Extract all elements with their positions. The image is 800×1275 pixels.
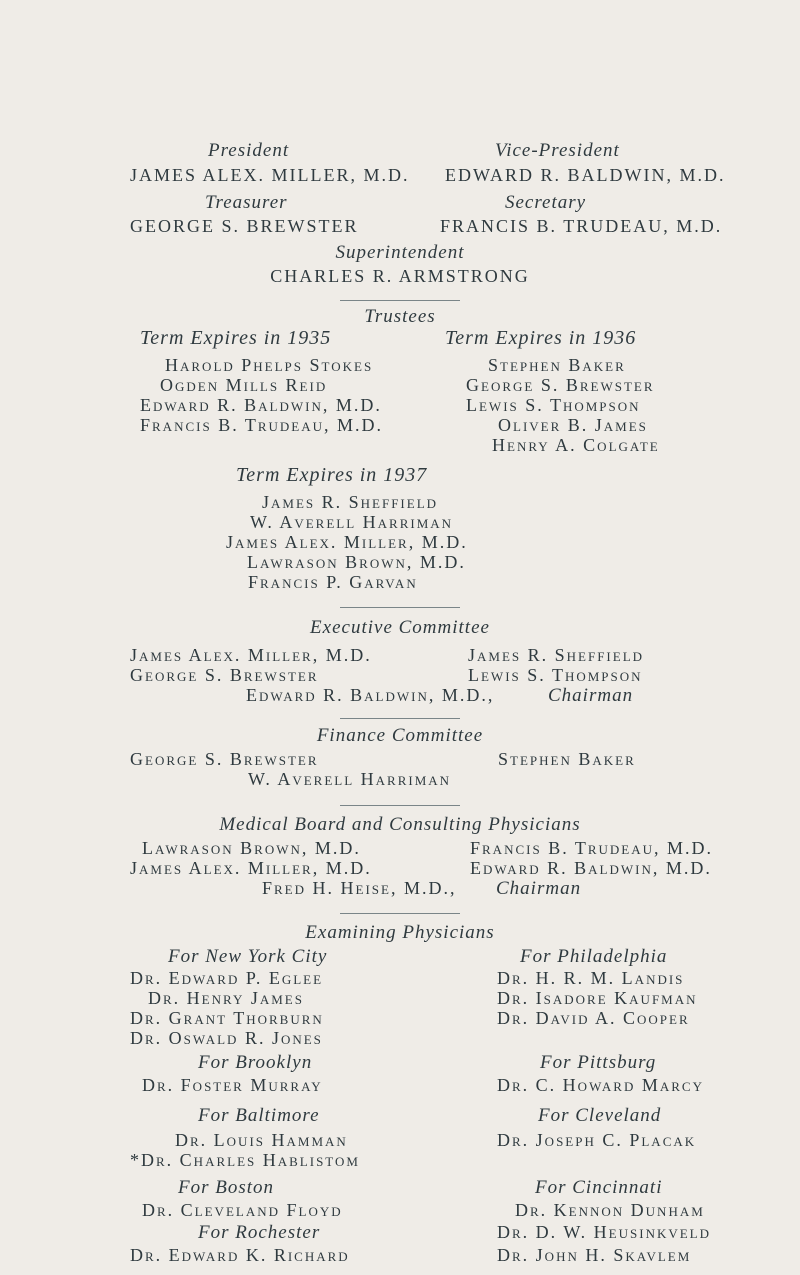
president-name: JAMES ALEX. MILLER, M.D. — [130, 165, 410, 185]
new-york-4: Dr. Oswald R. Jones — [130, 1028, 323, 1048]
divider — [340, 607, 460, 608]
trustee-1935-2: Ogden Mills Reid — [160, 375, 328, 395]
cleveland-heading: For Cleveland — [538, 1105, 662, 1126]
secretary-name: FRANCIS B. TRUDEAU, M.D. — [440, 216, 723, 236]
finance-heading: Finance Committee — [316, 725, 484, 746]
executive-right-1: James R. Sheffield — [468, 645, 645, 665]
superintendent-title: Superintendent — [335, 242, 465, 263]
medical-chair-name: Fred H. Heise, M.D., — [262, 878, 457, 898]
new-york-2: Dr. Henry James — [148, 988, 304, 1008]
vice-president-title: Vice-President — [495, 140, 620, 161]
pittsburg-heading: For Pittsburg — [540, 1052, 657, 1073]
trustees-heading: Trustees — [364, 306, 436, 327]
brooklyn-heading: For Brooklyn — [198, 1052, 313, 1073]
vice-president-name: EDWARD R. BALDWIN, M.D. — [445, 165, 726, 185]
new-york-heading: For New York City — [168, 946, 328, 967]
finance-left: George S. Brewster — [130, 749, 319, 769]
executive-left-2: George S. Brewster — [130, 665, 319, 685]
trustee-1937-1: James R. Sheffield — [262, 492, 439, 512]
president-title: President — [208, 140, 290, 161]
term-1937-heading: Term Expires in 1937 — [236, 464, 428, 486]
trustee-1935-4: Francis B. Trudeau, M.D. — [140, 415, 384, 435]
philadelphia-3: Dr. David A. Cooper — [497, 1008, 690, 1028]
finance-right: Stephen Baker — [498, 749, 636, 769]
executive-left-1: James Alex. Miller, M.D. — [130, 645, 372, 665]
philadelphia-1: Dr. H. R. M. Landis — [497, 968, 685, 988]
trustee-1936-2: George S. Brewster — [466, 375, 655, 395]
new-york-1: Dr. Edward P. Eglee — [130, 968, 324, 988]
pittsburg-1: Dr. C. Howard Marcy — [497, 1075, 704, 1095]
trustee-1936-4: Oliver B. James — [498, 415, 648, 435]
trustee-1936-5: Henry A. Colgate — [492, 435, 660, 455]
baltimore-2: *Dr. Charles Hablistom — [130, 1150, 360, 1170]
boston-heading: For Boston — [178, 1177, 275, 1198]
term-1935-heading: Term Expires in 1935 — [140, 327, 332, 349]
medical-heading: Medical Board and Consulting Physicians — [219, 814, 581, 835]
boston-1: Dr. Cleveland Floyd — [142, 1200, 343, 1220]
executive-chair-role: Chairman — [548, 685, 634, 706]
finance-center: W. Averell Harriman — [248, 769, 452, 789]
divider — [340, 300, 460, 301]
trustee-1937-3: James Alex. Miller, M.D. — [226, 532, 468, 552]
medical-left-1: Lawrason Brown, M.D. — [142, 838, 361, 858]
cincinnati-heading: For Cincinnati — [535, 1177, 663, 1198]
trustee-1937-4: Lawrason Brown, M.D. — [247, 552, 466, 572]
executive-chair-name: Edward R. Baldwin, M.D., — [246, 685, 495, 705]
term-1936-heading: Term Expires in 1936 — [445, 327, 637, 349]
rochester-heading: For Rochester — [198, 1222, 321, 1243]
trustee-1937-2: W. Averell Harriman — [250, 512, 454, 532]
new-york-3: Dr. Grant Thorburn — [130, 1008, 324, 1028]
trustee-1935-1: Harold Phelps Stokes — [165, 355, 374, 375]
baltimore-1: Dr. Louis Hamman — [175, 1130, 348, 1150]
medical-right-1: Francis B. Trudeau, M.D. — [470, 838, 714, 858]
superintendent-name: CHARLES R. ARMSTRONG — [270, 266, 530, 286]
executive-right-2: Lewis S. Thompson — [468, 665, 643, 685]
trustee-1936-3: Lewis S. Thompson — [466, 395, 641, 415]
medical-chair-role: Chairman — [496, 878, 582, 899]
cleveland-1: Dr. Joseph C. Placak — [497, 1130, 697, 1150]
cincinnati-2: Dr. D. W. Heusinkveld — [497, 1222, 712, 1242]
rochester-1: Dr. Edward K. Richard — [130, 1245, 350, 1265]
divider — [340, 805, 460, 806]
divider — [340, 718, 460, 719]
cincinnati-1: Dr. Kennon Dunham — [515, 1200, 705, 1220]
treasurer-name: GEORGE S. BREWSTER — [130, 216, 359, 236]
executive-heading: Executive Committee — [310, 617, 490, 638]
trustee-1937-5: Francis P. Garvan — [248, 572, 418, 592]
divider — [340, 913, 460, 914]
examining-heading: Examining Physicians — [305, 922, 495, 943]
philadelphia-2: Dr. Isadore Kaufman — [497, 988, 698, 1008]
cincinnati-3: Dr. John H. Skavlem — [497, 1245, 692, 1265]
philadelphia-heading: For Philadelphia — [520, 946, 668, 967]
trustee-1936-1: Stephen Baker — [488, 355, 626, 375]
baltimore-heading: For Baltimore — [198, 1105, 320, 1126]
treasurer-title: Treasurer — [205, 192, 288, 213]
secretary-title: Secretary — [505, 192, 587, 213]
trustee-1935-3: Edward R. Baldwin, M.D. — [140, 395, 382, 415]
brooklyn-1: Dr. Foster Murray — [142, 1075, 323, 1095]
medical-left-2: James Alex. Miller, M.D. — [130, 858, 372, 878]
medical-right-2: Edward R. Baldwin, M.D. — [470, 858, 712, 878]
